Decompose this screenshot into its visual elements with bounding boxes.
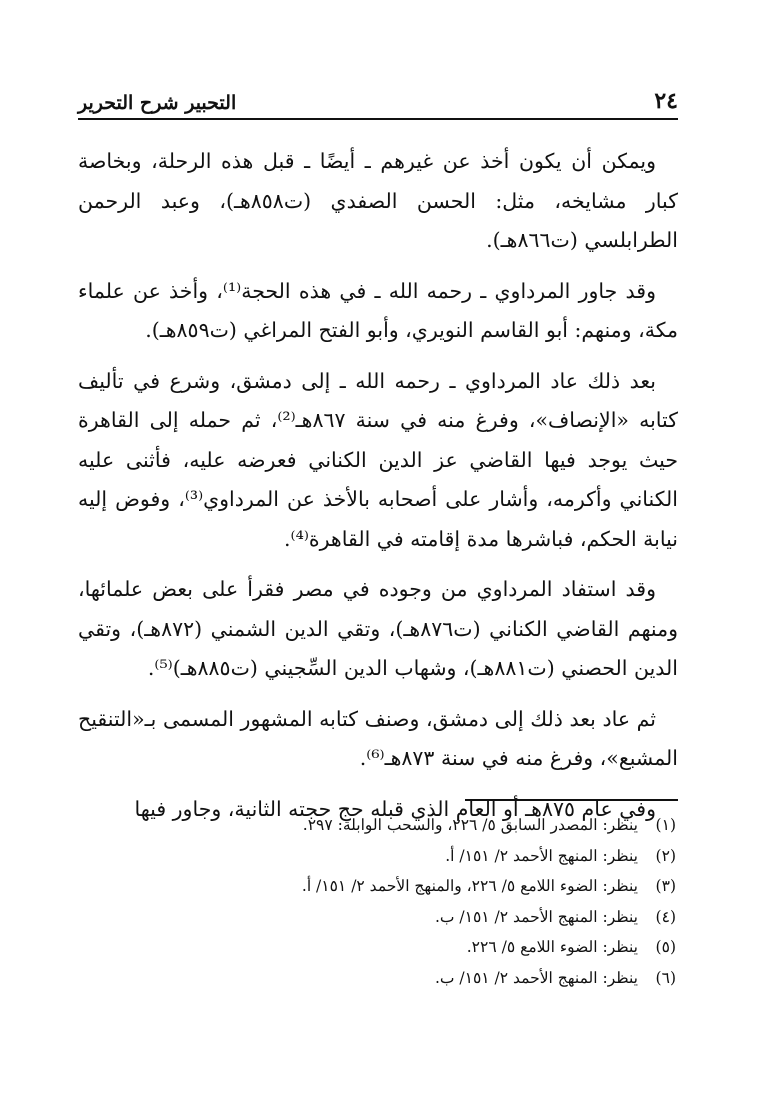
footnote-item: [78, 902, 676, 933]
paragraph: ويمكن أن يكون أخذ عن غيرهم ـ أيضًا ـ قبل هذه الرحلة، وبخاصة كبار مشايخه، مثل: الحسن الصفدي (ت٨٥٨هـ)، وعبد الرحمن الطرابلسي (ت٨٦٦هـ).: [78, 149, 678, 252]
footnote-text: ينظر: الضوء اللامع ٥/ ٢٢٦، والمنهج الأحمد ٢/ ١٥١/ أ.: [301, 877, 638, 895]
footnote-separator: [465, 799, 678, 801]
footnote-number: (٦): [655, 968, 676, 987]
paragraph: وقد جاور المرداوي ـ رحمه الله ـ في هذه الحجة⁽¹⁾، وأخذ عن علماء مكة، ومنهم: أبو القاسم النويري، وأبو الفتح المراغي (ت٨٥٩هـ).: [78, 278, 678, 342]
footnote-item: [78, 810, 676, 841]
footnote-number: (٥): [655, 938, 676, 956]
footnote-item: [78, 963, 676, 994]
page-number: ٢٤: [654, 88, 678, 114]
footnote-item: [78, 841, 676, 872]
footnotes: [78, 810, 676, 993]
footnote-text: ينظر: المنهج الأحمد ٢/ ١٥١/ ب.: [434, 907, 638, 926]
paragraph: وقد استفاد المرداوي من وجوده في مصر فقرأ على بعض علمائها، ومنهم القاضي الكناني (ت٨٧٦هـ)، وتقي الدين الشمني (٨٧٢هـ)، وتقي الدين الحصني (ت٨٨١هـ)، وشهاب الدين السِّجيني (ت٨٨٥هـ)⁽⁵⁾.: [78, 577, 678, 680]
footnote-text: ينظر: الضوء اللامع ٥/ ٢٢٦.: [466, 938, 638, 956]
footnote-number: (١): [655, 816, 676, 834]
footnote-number: (٣): [655, 877, 676, 895]
footnote-item: [78, 932, 676, 963]
running-title: التحبير شرح التحرير: [78, 92, 237, 114]
paragraph: بعد ذلك عاد المرداوي ـ رحمه الله ـ إلى دمشق، وشرع في تأليف كتابه «الإنصاف»، وفرغ منه في سنة ٨٦٧هـ⁽²⁾، ثم حمله إلى القاهرة حيث يوجد فيها القاضي عز الدين الكناني فعرضه عليه، فأثنى عليه الكناني وأكرمه، وأشار على أصحابه بالأخذ عن المرداوي⁽³⁾، وفوض إليه نيابة الحكم، فباشرها مدة إقامته في القاهرة⁽⁴⁾.: [78, 368, 678, 551]
main-text: [78, 142, 678, 840]
footnote-item: [78, 871, 676, 902]
paragraph: ثم عاد بعد ذلك إلى دمشق، وصنف كتابه المشهور المسمى بـ«التنقيح المشبع»، وفرغ منه في سنة ٨٧٣هـ⁽⁶⁾.: [78, 706, 678, 770]
footnote-text: ينظر: المصدر السابق ٥/ ٢٢٦، والسحب الوابلة: ٢٩٧.: [302, 816, 638, 834]
paragraph: وفي عام ٨٧٥هـ أو العام الذي قبله حج حجته الثانية، وجاور فيها: [134, 796, 656, 821]
footnote-number: (٢): [655, 846, 676, 865]
footnote-number: (٤): [655, 907, 676, 926]
footnote-text: ينظر: المنهج الأحمد ٢/ ١٥١/ أ.: [445, 846, 638, 865]
footnote-text: ينظر: المنهج الأحمد ٢/ ١٥١/ ب.: [434, 968, 638, 987]
page-header: [78, 86, 678, 120]
